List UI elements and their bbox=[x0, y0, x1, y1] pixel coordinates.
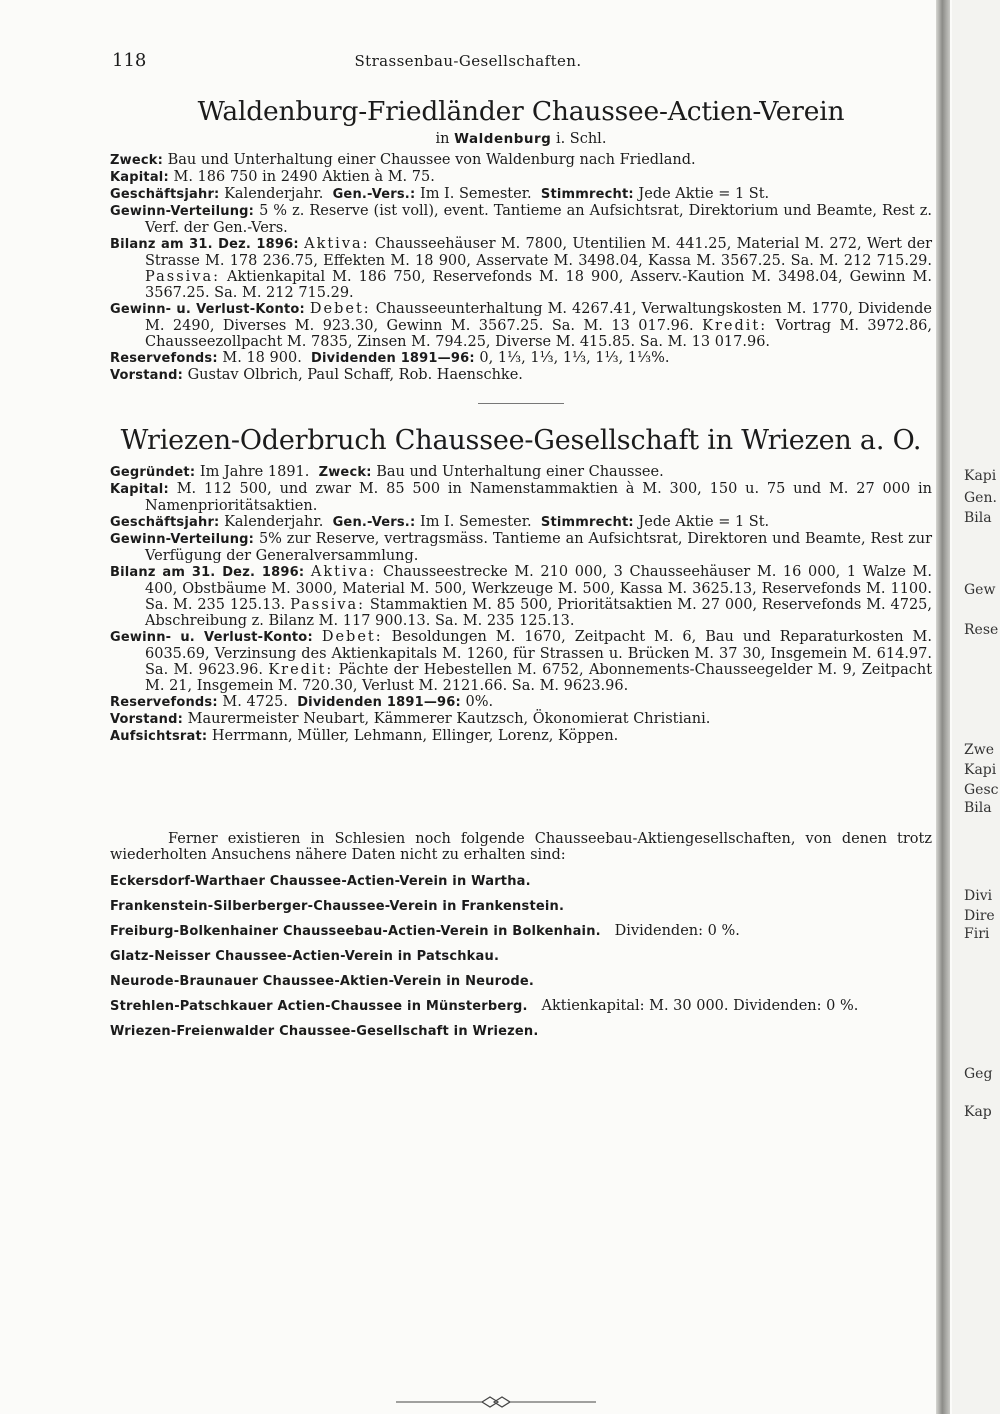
other-company-item bbox=[110, 998, 932, 1015]
debet-word: Debet: bbox=[309, 301, 371, 317]
company-title: Wriezen-Oderbruch Chaussee-Gesellschaft in Wriezen a. O. bbox=[120, 425, 922, 456]
adjacent-page-text: Kap bbox=[964, 1104, 992, 1120]
stimmrecht-label: Stimmrecht: bbox=[540, 187, 634, 202]
zweck-text: Bau und Unterhaltung einer Chaussee von Waldenburg nach Friedland. bbox=[167, 152, 696, 168]
other-company-name: Frankenstein-Silberberger-Chaussee-Verein in Frankenstein. bbox=[110, 899, 565, 914]
geschaeftsjahr-text: Kalenderjahr. bbox=[224, 186, 324, 202]
adjacent-page-fragment bbox=[952, 0, 1000, 1414]
vorstand-text: Maurermeister Neubart, Kämmerer Kautzsch, Ökonomierat Christiani. bbox=[187, 711, 711, 727]
section-separator bbox=[478, 403, 564, 404]
guv-label: Gewinn- u. Verlust-Konto: bbox=[110, 302, 305, 317]
adjacent-page-text: Geg bbox=[964, 1066, 993, 1082]
other-company-item bbox=[110, 973, 932, 990]
aktiva-text: Chausseestrecke M. 210 000, 3 Chausseehäuser M. 16 000, 1 Walze M. 400, Obstbäume M. 3000, Material M. 500, Werkzeuge M. 500, Kassa M. 3625.13, Reservefonds M. 1100. Sa. M. 235 125.13. bbox=[145, 564, 932, 613]
addendum-intro: Ferner existieren in Schlesien noch folgende Chausseebau-Aktiengesellschaften, von denen trotz wiederholten Ansuchens nähere Daten nicht zu erhalten sind: bbox=[110, 831, 932, 863]
subtitle-place: Waldenburg bbox=[454, 131, 552, 147]
book-gutter bbox=[936, 0, 950, 1414]
guv-line bbox=[110, 301, 932, 350]
adjacent-page-text: Kapi bbox=[964, 762, 997, 778]
kredit-word: Kredit: bbox=[268, 662, 334, 678]
other-company-item bbox=[110, 898, 932, 915]
genvers-text: Im I. Semester. bbox=[419, 186, 532, 202]
aktiva-word: Aktiva: bbox=[304, 236, 370, 252]
zweck-label: Zweck: bbox=[318, 465, 372, 480]
reservefonds-label: Reservefonds: bbox=[110, 351, 218, 366]
dividenden-text: 0%. bbox=[465, 694, 494, 710]
other-company-name: Eckersdorf-Warthaer Chaussee-Actien-Verein in Wartha. bbox=[110, 874, 531, 889]
other-company-name: Strehlen-Patschkauer Actien-Chaussee in Münsterberg. bbox=[110, 999, 528, 1014]
subtitle-post: i. Schl. bbox=[555, 131, 607, 147]
dividenden-text: 0, 1⅓, 1⅓, 1⅓, 1⅓, 1⅓%. bbox=[479, 350, 670, 366]
guv-label: Gewinn- u. Verlust-Konto: bbox=[110, 630, 313, 645]
spacer bbox=[110, 745, 932, 831]
zweck-text: Bau und Unterhaltung einer Chaussee. bbox=[376, 464, 664, 480]
other-companies-list bbox=[110, 873, 932, 1040]
kredit-text: Pächte der Hebestellen M. 6752, Abonnements-Chausseegelder M. 9, Zeitpacht M. 21, Insgemein M. 720.30, Verlust M. 2121.66. Sa. M. 9623.96. bbox=[145, 662, 933, 694]
bilanz-line bbox=[110, 564, 932, 629]
subtitle-pre: in bbox=[435, 131, 450, 147]
reservefonds-line bbox=[110, 694, 932, 711]
gewinnverteilung-line bbox=[110, 531, 932, 564]
reservefonds-text: M. 4725. bbox=[222, 694, 288, 710]
passiva-word: Passiva: bbox=[290, 597, 366, 613]
gewinnverteilung-line bbox=[110, 203, 932, 236]
other-company-item bbox=[110, 873, 932, 890]
genvers-label: Gen.-Vers.: bbox=[332, 515, 416, 530]
kapital-text: M. 112 500, und zwar M. 85 500 in Namenstammaktien à M. 300, 150 u. 75 und M. 27 000 in Namenprioritätsaktien. bbox=[145, 481, 932, 514]
vorstand-label: Vorstand: bbox=[110, 368, 183, 383]
vorstand-line bbox=[110, 367, 932, 384]
gewinnverteilung-label: Gewinn-Verteilung: bbox=[110, 204, 255, 219]
dividenden-label: Dividenden 1891—96: bbox=[297, 695, 461, 710]
debet-word: Debet: bbox=[321, 629, 383, 645]
aktiva-text: Chausseehäuser M. 7800, Utentilien M. 441.25, Material M. 272, Wert der Strasse M. 178 236.75, Effekten M. 18 900, Asservate M. 3498.04, Kassa M. 3567.25. Sa. M. 212 715.29. bbox=[145, 236, 933, 269]
stimmrecht-label: Stimmrecht: bbox=[540, 515, 634, 530]
debet-text: Besoldungen M. 1670, Zeitpacht M. 6, Bau und Reparaturkosten M. 6035.69, Verzinsung des Aktienkapitals M. 1260, für Strassen u. Brücken M. 37 30, Insgemein M. 614.97. Sa. M. 9623.96. bbox=[145, 629, 933, 678]
bilanz-label: Bilanz am 31. Dez. 1896: bbox=[110, 237, 299, 252]
running-title: Strassenbau-Gesellschaften. bbox=[354, 52, 582, 70]
vorstand-text: Gustav Olbrich, Paul Schaff, Rob. Haenschke. bbox=[187, 367, 523, 383]
zweck-line bbox=[110, 152, 932, 169]
gegruendet-line bbox=[110, 464, 932, 481]
reservefonds-label: Reservefonds: bbox=[110, 695, 218, 710]
other-company-name: Glatz-Neisser Chaussee-Actien-Verein in Patschkau. bbox=[110, 949, 500, 964]
passiva-text: Aktienkapital M. 186 750, Reservefonds M. 18 900, Asserv.-Kaution M. 3498.04, Gewinn M. 3567.25. Sa. M. 212 715.29. bbox=[145, 269, 932, 301]
bilanz-line bbox=[110, 236, 932, 301]
gegruendet-text: Im Jahre 1891. bbox=[199, 464, 310, 480]
other-company-detail: Aktienkapital: M. 30 000. Dividenden: 0 %. bbox=[541, 998, 859, 1014]
adjacent-page-text: Gen. bbox=[964, 490, 997, 506]
adjacent-page-text: Gesc bbox=[964, 782, 999, 798]
guv-line bbox=[110, 629, 932, 694]
geschaeftsjahr-line bbox=[110, 514, 932, 531]
other-company-item bbox=[110, 923, 932, 940]
page-number: 118 bbox=[112, 50, 147, 71]
kredit-text: Vortrag M. 3972.86, Chausseezollpacht M. 7835, Zinsen M. 794.25, Diverse M. 415.85. Sa. M. 13 017.96. bbox=[145, 318, 933, 350]
gegruendet-label: Gegründet: bbox=[110, 465, 196, 480]
zweck-label: Zweck: bbox=[110, 153, 164, 168]
adjacent-page-text: Divi bbox=[964, 888, 993, 904]
vorstand-line bbox=[110, 711, 932, 728]
end-ornament bbox=[396, 1396, 596, 1408]
adjacent-page-text: Bila bbox=[964, 800, 992, 816]
stimmrecht-text: Jede Aktie = 1 St. bbox=[638, 514, 770, 530]
genvers-text: Im I. Semester. bbox=[419, 514, 532, 530]
other-company-item bbox=[110, 948, 932, 965]
page-content bbox=[110, 96, 932, 1048]
adjacent-page-text: Firi bbox=[964, 926, 990, 942]
other-company-name: Wriezen-Freienwalder Chaussee-Gesellschaft in Wriezen. bbox=[110, 1024, 539, 1039]
other-company-name: Neurode-Braunauer Chaussee-Aktien-Verein in Neurode. bbox=[110, 974, 535, 989]
company-entry-waldenburg bbox=[110, 96, 932, 384]
adjacent-page-text: Kapi bbox=[964, 468, 997, 484]
vorstand-label: Vorstand: bbox=[110, 712, 183, 727]
passiva-word: Passiva: bbox=[145, 269, 220, 285]
geschaeftsjahr-text: Kalenderjahr. bbox=[224, 514, 324, 530]
kapital-line bbox=[110, 169, 932, 186]
adjacent-page-text: Rese bbox=[964, 622, 999, 638]
kredit-word: Kredit: bbox=[702, 318, 768, 334]
dividenden-label: Dividenden 1891—96: bbox=[311, 351, 475, 366]
company-subtitle bbox=[110, 131, 932, 147]
kapital-label: Kapital: bbox=[110, 482, 169, 497]
geschaeftsjahr-line bbox=[110, 186, 932, 203]
passiva-text: Stammaktien M. 85 500, Prioritätsaktien M. 27 000, Reservefonds M. 4725, Abschreibung z. Bilanz M. 117 900.13. Sa. M. 235 125.13. bbox=[145, 597, 933, 629]
kapital-label: Kapital: bbox=[110, 170, 169, 185]
geschaeftsjahr-label: Geschäftsjahr: bbox=[110, 187, 220, 202]
other-company-item bbox=[110, 1023, 932, 1040]
aktiva-word: Aktiva: bbox=[310, 564, 377, 580]
aufsichtsrat-label: Aufsichtsrat: bbox=[110, 729, 208, 744]
adjacent-page-text: Zwe bbox=[964, 742, 994, 758]
reservefonds-line bbox=[110, 350, 932, 367]
addendum-section bbox=[110, 831, 932, 1040]
geschaeftsjahr-label: Geschäftsjahr: bbox=[110, 515, 220, 530]
debet-text: Chausseeunterhaltung M. 4267.41, Verwaltungskosten M. 1770, Dividende M. 2490, Diverses M. 923.30, Gewinn M. 3567.25. Sa. M. 13 017.96. bbox=[145, 301, 933, 334]
adjacent-page-text: Gew bbox=[964, 582, 996, 598]
gewinnverteilung-text: 5 % z. Reserve (ist voll), event. Tantieme an Aufsichtsrat, Direktorium und Beamte, Rest z. Verf. der Gen.-Vers. bbox=[145, 203, 933, 236]
gewinnverteilung-label: Gewinn-Verteilung: bbox=[110, 532, 255, 547]
company-entry-wriezen-oderbruch bbox=[110, 424, 932, 745]
bilanz-label: Bilanz am 31. Dez. 1896: bbox=[110, 565, 305, 580]
aufsichtsrat-text: Herrmann, Müller, Lehmann, Ellinger, Lorenz, Köppen. bbox=[211, 728, 619, 744]
gewinnverteilung-text: 5% zur Reserve, vertragsmäss. Tantieme an Aufsichtsrat, Direktoren und Beamte, Rest zur Verfügung der Generalversammlung. bbox=[145, 531, 933, 564]
kapital-line bbox=[110, 481, 932, 514]
kapital-text: M. 186 750 in 2490 Aktien à M. 75. bbox=[173, 169, 435, 185]
reservefonds-text: M. 18 900. bbox=[222, 350, 302, 366]
adjacent-page-text: Dire bbox=[964, 908, 995, 924]
other-company-detail: Dividenden: 0 %. bbox=[614, 923, 740, 939]
aufsichtsrat-line bbox=[110, 728, 932, 745]
other-company-name: Freiburg-Bolkenhainer Chausseebau-Actien-Verein in Bolkenhain. bbox=[110, 924, 601, 939]
adjacent-page-text: Bila bbox=[964, 510, 992, 526]
company-title: Waldenburg-Friedländer Chaussee-Actien-Verein bbox=[197, 96, 845, 127]
stimmrecht-text: Jede Aktie = 1 St. bbox=[638, 186, 770, 202]
genvers-label: Gen.-Vers.: bbox=[332, 187, 416, 202]
